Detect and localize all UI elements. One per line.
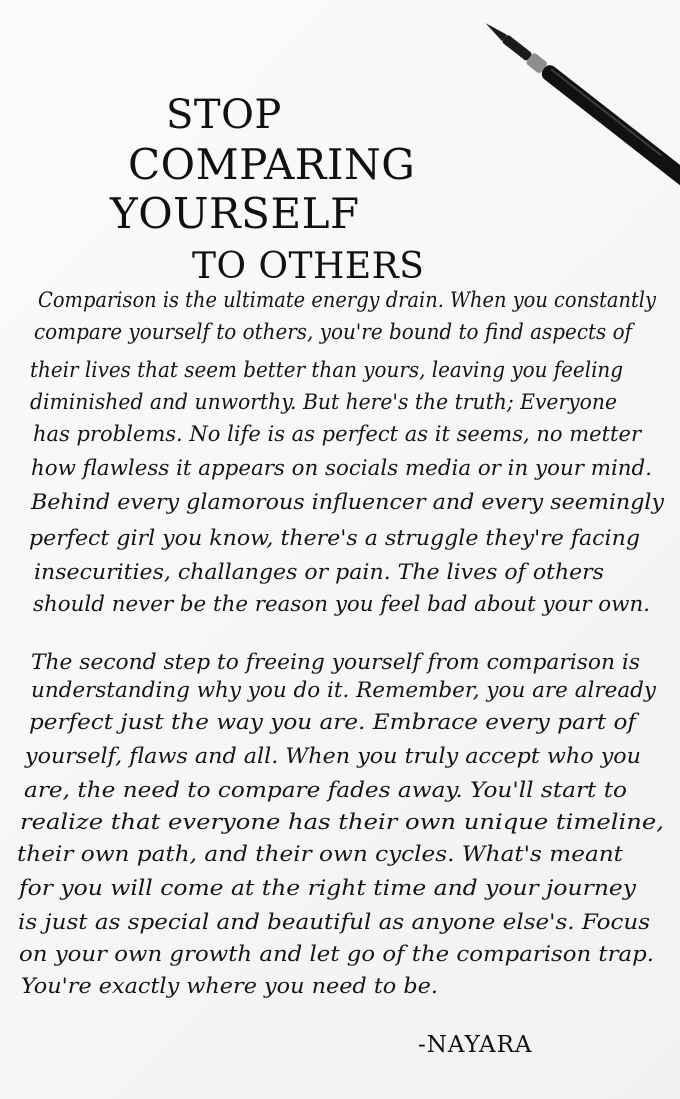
body-line: should never be the reason you feel bad about your own.: [33, 592, 651, 616]
body-line: their own path, and their own cycles. What's meant: [17, 842, 623, 866]
body-line: The second step to freeing yourself from comparison is: [31, 650, 640, 674]
body-line: their lives that seem better than yours, leaving you feeling: [30, 358, 624, 382]
body-line: Comparison is the ultimate energy drain. When you constantly: [38, 288, 656, 312]
body-line: on your own growth and let go of the comparison trap.: [19, 942, 654, 966]
pen-icon: [480, 10, 680, 250]
title-line-1: STOP: [166, 92, 282, 138]
body-line: You're exactly where you need to be.: [21, 974, 438, 998]
title-line-2: COMPARING: [128, 140, 416, 189]
body-line: perfect just the way you are. Embrace every part of: [29, 710, 636, 734]
body-line: diminished and unworthy. But here's the truth; Everyone: [30, 390, 617, 414]
body-line: insecurities, challanges or pain. The lives of others: [34, 560, 604, 584]
body-line: is just as special and beautiful as anyone else's. Focus: [18, 910, 651, 934]
body-line: has problems. No life is as perfect as it seems, no metter: [33, 422, 641, 446]
signature: -NAYARA: [418, 1032, 533, 1058]
body-line: realize that everyone has their own unique timeline,: [20, 810, 664, 834]
body-line: compare yourself to others, you're bound to find aspects of: [34, 320, 632, 344]
body-line: how flawless it appears on socials media or in your mind.: [31, 456, 652, 480]
body-line: understanding why you do it. Remember, you are already: [31, 678, 657, 702]
body-line: for you will come at the right time and your journey: [19, 876, 637, 900]
body-line: Behind every glamorous influencer and every seemingly: [31, 490, 665, 514]
body-line: perfect girl you know, there's a struggle they're facing: [29, 526, 640, 550]
title-line-3: YOURSELF: [110, 189, 360, 238]
title-line-4: TO OTHERS: [192, 246, 425, 287]
body-line: yourself, flaws and all. When you truly accept who you: [25, 744, 642, 768]
body-line: are, the need to compare fades away. You'll start to: [24, 778, 628, 802]
